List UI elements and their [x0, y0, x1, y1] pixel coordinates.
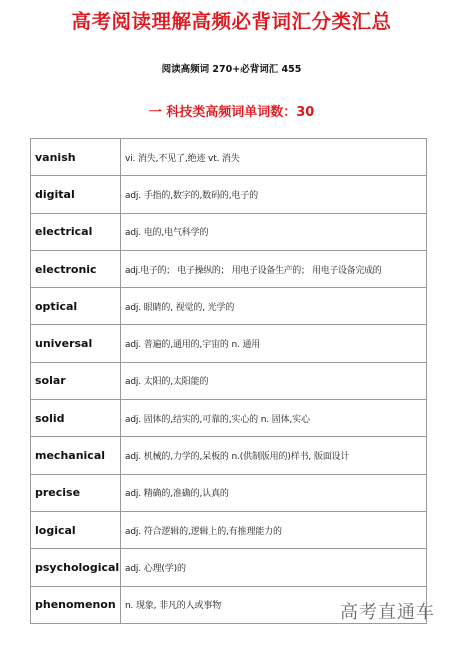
- definition-cell: adj. 固体的,结实的,可靠的,实心的 n. 固体,实心: [121, 400, 427, 437]
- table-row: [31, 362, 427, 399]
- vocabulary-table: [30, 138, 427, 624]
- table-row: [31, 437, 427, 474]
- definition-cell: adj.电子的； 电子操纵的； 用电子设备生产的； 用电子设备完成的: [121, 250, 427, 287]
- table-row: [31, 250, 427, 287]
- word-cell: precise: [31, 474, 121, 511]
- definition-cell: adj. 手指的,数字的,数码的,电子的: [121, 176, 427, 213]
- definition-cell: vi. 消失,不见了,绝迹 vt. 消失: [121, 139, 427, 176]
- word-cell: digital: [31, 176, 121, 213]
- table-row: [31, 176, 427, 213]
- word-cell: mechanical: [31, 437, 121, 474]
- word-cell: psychological: [31, 549, 121, 586]
- definition-cell: adj. 普遍的,通用的,宇宙的 n. 通用: [121, 325, 427, 362]
- watermark: 高考直通车: [340, 602, 435, 623]
- table-row: [31, 400, 427, 437]
- definition-cell: adj. 精确的,准确的,认真的: [121, 474, 427, 511]
- page-title: 高考阅读理解高频必背词汇分类汇总: [71, 10, 392, 33]
- definition-cell: adj. 心理(学)的: [121, 549, 427, 586]
- word-cell: electronic: [31, 250, 121, 287]
- definition-cell: adj. 太阳的,太阳能的: [121, 362, 427, 399]
- section-heading: 一 科技类高频词单词数：30: [148, 105, 315, 120]
- table-row: [31, 213, 427, 250]
- table-row: [31, 325, 427, 362]
- table-row: [31, 139, 427, 176]
- word-cell: logical: [31, 511, 121, 548]
- word-cell: optical: [31, 288, 121, 325]
- word-cell: solid: [31, 400, 121, 437]
- table-row: [31, 288, 427, 325]
- definition-cell: adj. 符合逻辑的,逻辑上的,有推理能力的: [121, 511, 427, 548]
- definition-cell: adj. 机械的,力学的,呆板的 n.(供制版用的)样书, 版面设计: [121, 437, 427, 474]
- word-cell: phenomenon: [31, 586, 121, 623]
- table-row: [31, 474, 427, 511]
- word-cell: universal: [31, 325, 121, 362]
- definition-cell: adj. 眼睛的, 视觉的, 光学的: [121, 288, 427, 325]
- word-cell: vanish: [31, 139, 121, 176]
- page-subtitle: 阅读高频词 270+必背词汇 455: [161, 64, 302, 75]
- definition-cell: n. 现象, 非凡的人或事物: [121, 586, 427, 623]
- word-cell: solar: [31, 362, 121, 399]
- table-row: [31, 549, 427, 586]
- word-cell: electrical: [31, 213, 121, 250]
- table-row: [31, 511, 427, 548]
- definition-cell: adj. 电的,电气科学的: [121, 213, 427, 250]
